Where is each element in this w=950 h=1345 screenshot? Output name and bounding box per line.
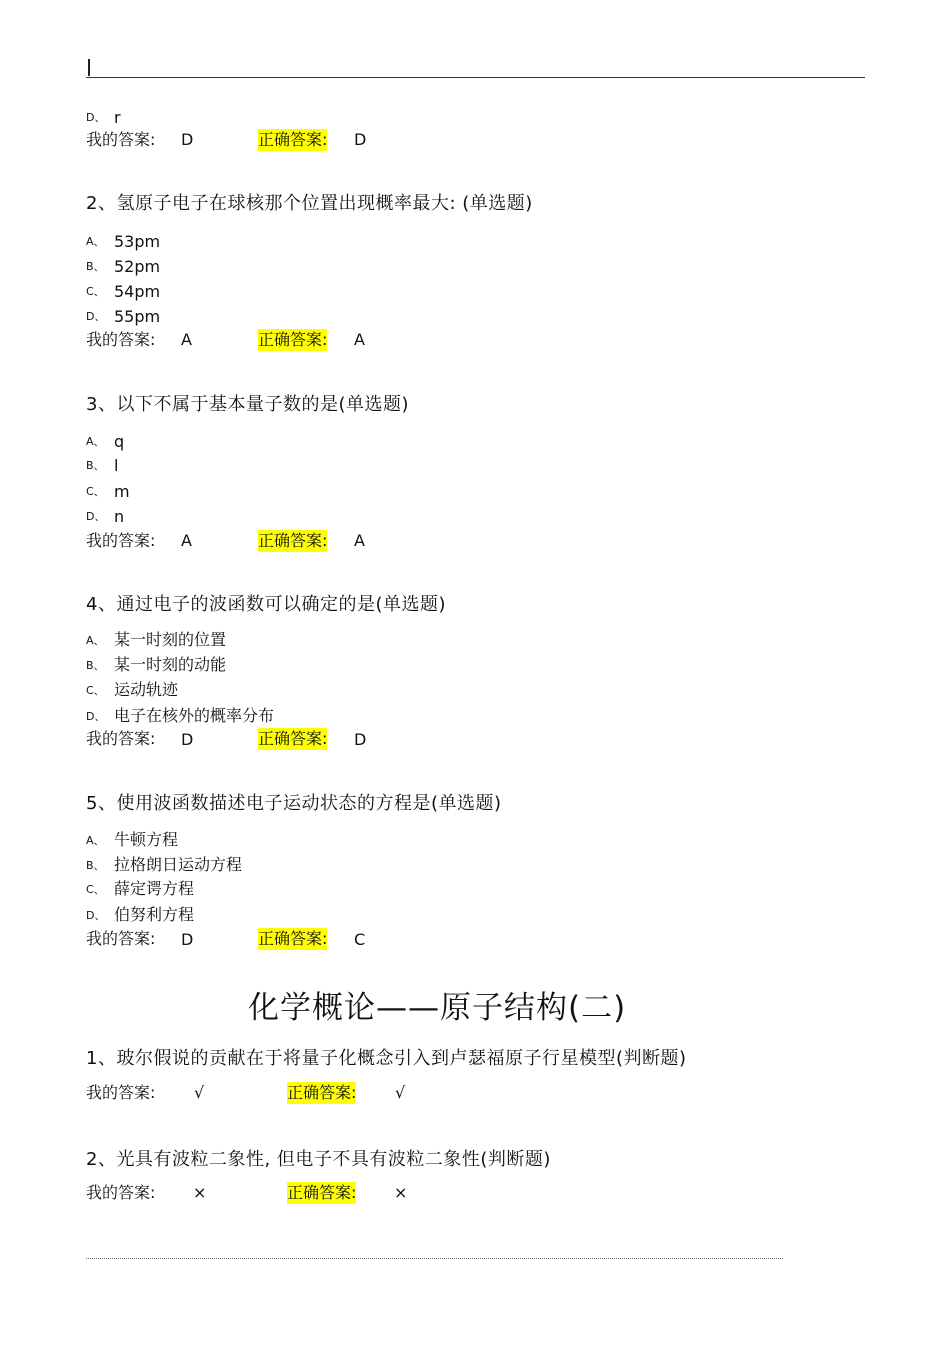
my-answer-value: D	[181, 930, 194, 949]
option-letter: C、	[86, 485, 105, 498]
question-title: 2、光具有波粒二象性, 但电子不具有波粒二象性(判断题)	[86, 1149, 551, 1170]
option-text: 电子在核外的概率分布	[114, 706, 275, 725]
section-title: 化学概论——原子结构(二)	[248, 990, 627, 1026]
option-text: l	[114, 456, 119, 475]
my-answer-label: 我的答案:	[86, 1083, 156, 1102]
correct-answer-label: 正确答案:	[287, 1083, 357, 1102]
correct-answer-value: D	[354, 730, 367, 749]
option-text: q	[114, 432, 125, 451]
option-letter: D、	[86, 111, 106, 124]
my-answer-value: ×	[193, 1183, 207, 1202]
my-answer-value: A	[181, 330, 192, 349]
correct-answer-value: A	[354, 330, 365, 349]
correct-answer-label: 正确答案:	[287, 1183, 357, 1202]
option-letter: A、	[86, 235, 105, 248]
my-answer-value: D	[181, 130, 194, 149]
option-text: 52pm	[114, 257, 161, 276]
option-text: 54pm	[114, 282, 161, 301]
option-text: 55pm	[114, 307, 161, 326]
option-letter: C、	[86, 684, 105, 697]
option-letter: D、	[86, 510, 106, 523]
option-text: 某一时刻的动能	[114, 655, 227, 674]
question-title: 1、玻尔假说的贡献在于将量子化概念引入到卢瑟福原子行星模型(判断题)	[86, 1048, 687, 1069]
correct-answer-value: A	[354, 531, 365, 550]
correct-answer-value: ×	[394, 1183, 408, 1202]
option-letter: C、	[86, 285, 105, 298]
my-answer-label: 我的答案:	[86, 729, 156, 748]
option-letter: D、	[86, 310, 106, 323]
correct-answer-value: √	[395, 1083, 406, 1102]
header-mark	[88, 59, 90, 76]
my-answer-label: 我的答案:	[86, 929, 156, 948]
my-answer-label: 我的答案:	[86, 1183, 156, 1202]
my-answer-label: 我的答案:	[86, 330, 156, 349]
option-text: 拉格朗日运动方程	[114, 855, 243, 874]
header-rule	[86, 77, 865, 78]
option-text: 某一时刻的位置	[114, 630, 227, 649]
option-text: 伯努利方程	[114, 905, 195, 924]
option-text: 运动轨迹	[114, 680, 179, 699]
option-text: 53pm	[114, 232, 161, 251]
option-letter: D、	[86, 710, 106, 723]
option-letter: D、	[86, 909, 106, 922]
option-letter: A、	[86, 634, 105, 647]
my-answer-label: 我的答案:	[86, 130, 156, 149]
question-title: 4、通过电子的波函数可以确定的是(单选题)	[86, 594, 446, 615]
option-text: 牛顿方程	[114, 830, 179, 849]
my-answer-value: D	[181, 730, 194, 749]
option-letter: B、	[86, 659, 105, 672]
my-answer-label: 我的答案:	[86, 531, 156, 550]
correct-answer-label: 正确答案:	[258, 330, 328, 349]
footer-divider	[86, 1258, 783, 1259]
option-text: r	[114, 108, 121, 127]
correct-answer-label: 正确答案:	[258, 531, 328, 550]
option-text: 薛定谔方程	[114, 879, 195, 898]
option-letter: B、	[86, 459, 105, 472]
option-letter: C、	[86, 883, 105, 896]
option-letter: B、	[86, 859, 105, 872]
option-letter: A、	[86, 435, 105, 448]
question-title: 5、使用波函数描述电子运动状态的方程是(单选题)	[86, 793, 502, 814]
correct-answer-label: 正确答案:	[258, 729, 328, 748]
my-answer-value: A	[181, 531, 192, 550]
correct-answer-label: 正确答案:	[258, 130, 328, 149]
correct-answer-value: D	[354, 130, 367, 149]
option-letter: B、	[86, 260, 105, 273]
question-title: 3、以下不属于基本量子数的是(单选题)	[86, 394, 409, 415]
option-text: n	[114, 507, 125, 526]
my-answer-value: √	[194, 1083, 205, 1102]
option-text: m	[114, 482, 130, 501]
correct-answer-label: 正确答案:	[258, 929, 328, 948]
question-title: 2、氢原子电子在球核那个位置出现概率最大: (单选题)	[86, 193, 533, 214]
option-letter: A、	[86, 834, 105, 847]
correct-answer-value: C	[354, 930, 366, 949]
